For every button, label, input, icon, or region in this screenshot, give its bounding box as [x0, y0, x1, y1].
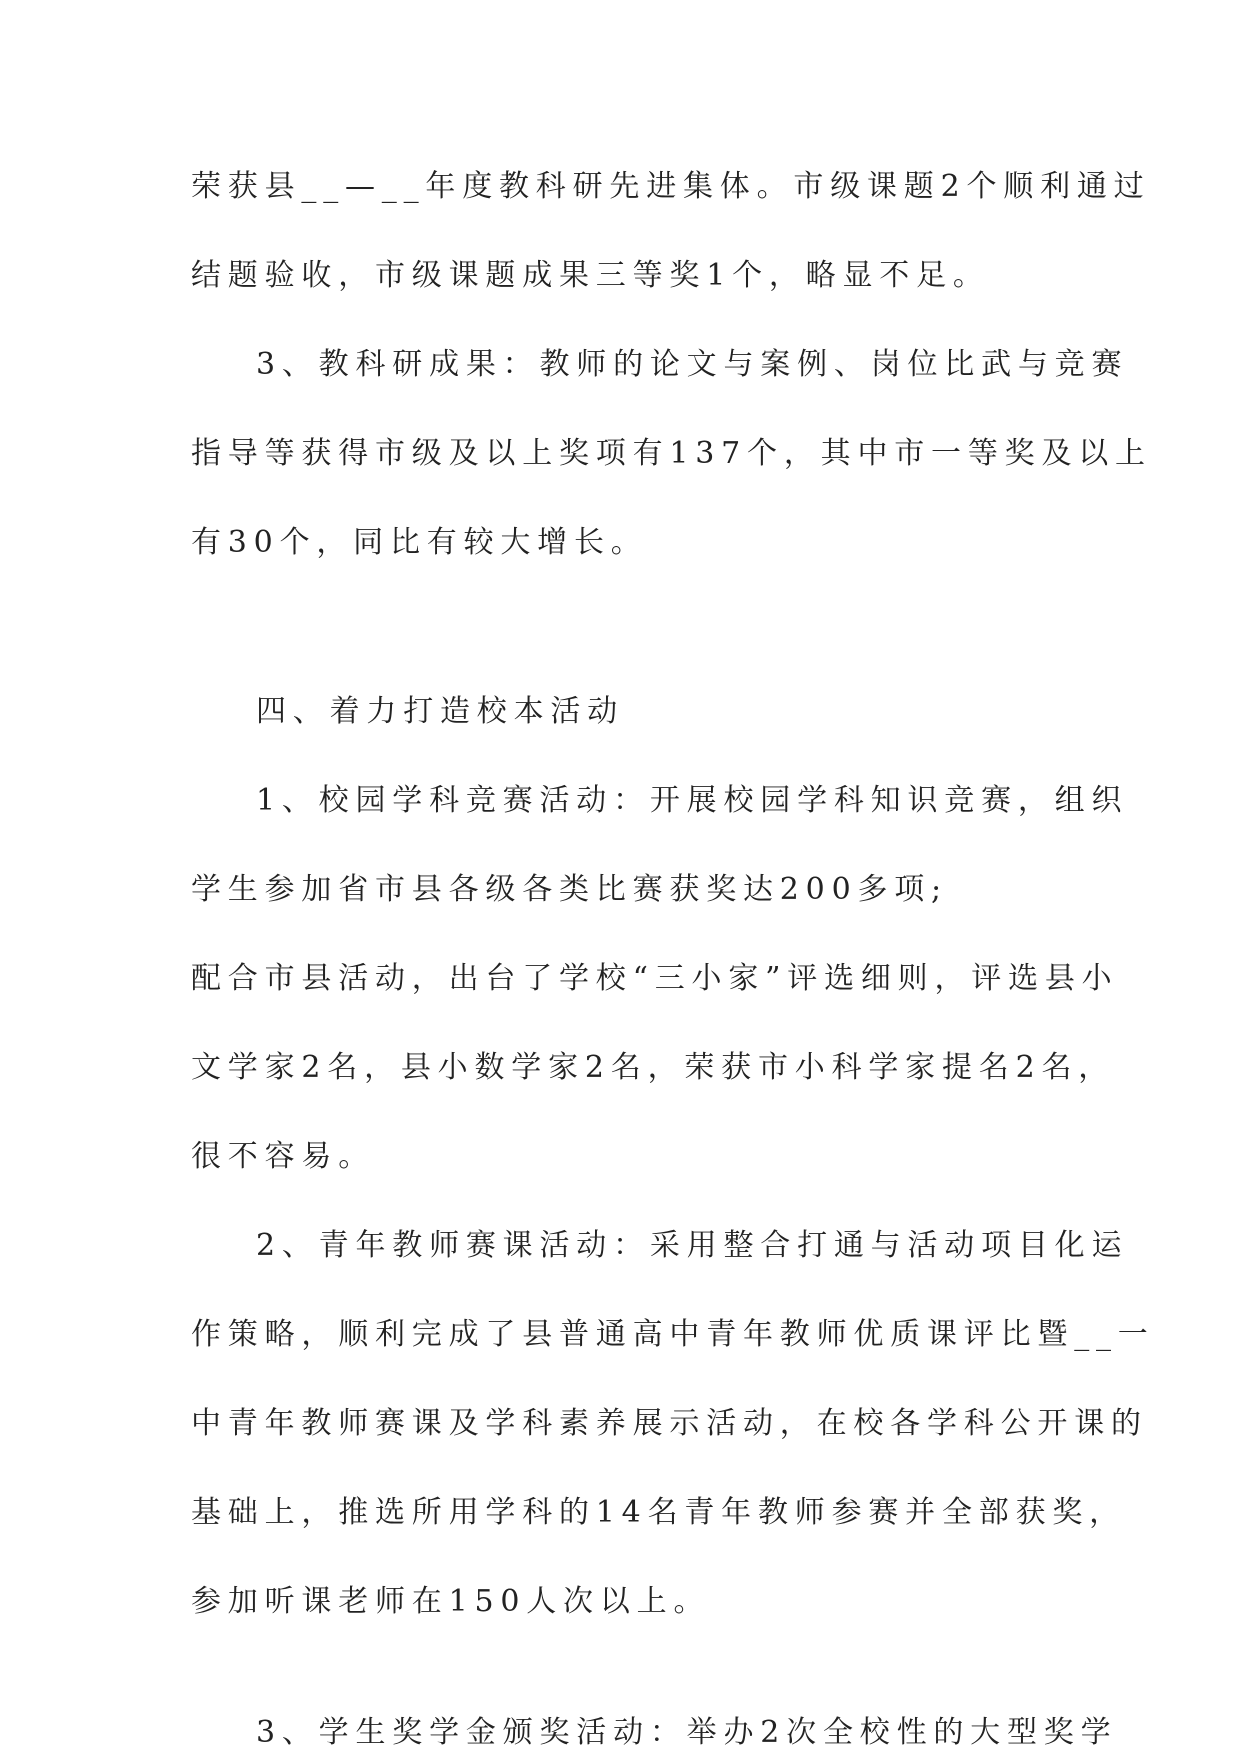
text-line: 参加听课老师在150人次以上。: [191, 1584, 711, 1619]
text-line: 3、学生奖学金颁奖活动：举办2次全校性的大型奖学: [256, 1715, 1118, 1750]
text-line: 荣获县__—__年度教科研先进集体。市级课题2个顺利通过: [191, 169, 1151, 204]
text-line: 基础上，推选所用学科的14名青年教师参赛并全部获奖，: [191, 1495, 1126, 1530]
text-line: 作策略，顺利完成了县普通高中青年教师优质课评比暨__一: [191, 1317, 1155, 1352]
text-line: 文学家2名，县小数学家2名，荣获市小科学家提名2名，: [191, 1050, 1116, 1085]
text-line: 有30个，同比有较大增长。: [191, 525, 648, 560]
text-line: 配合市县活动，出台了学校“三小家”评选细则，评选县小: [191, 961, 1119, 996]
text-line: 结题验收，市级课题成果三等奖1个，略显不足。: [191, 258, 990, 293]
text-line: 2、青年教师赛课活动：采用整合打通与活动项目化运: [256, 1228, 1129, 1263]
text-line: 很不容易。: [191, 1139, 375, 1174]
text-line: 指导等获得市级及以上奖项有137个，其中市一等奖及以上: [191, 436, 1152, 471]
text-line: 3、教科研成果：教师的论文与案例、岗位比武与竞赛: [256, 347, 1129, 382]
text-line: 中青年教师赛课及学科素养展示活动，在校各学科公开课的: [191, 1406, 1148, 1441]
section-heading: 四、着力打造校本活动: [256, 694, 624, 729]
text-line: 学生参加省市县各级各类比赛获奖达200多项;: [191, 872, 948, 907]
text-line: 1、校园学科竞赛活动：开展校园学科知识竞赛，组织: [256, 783, 1129, 818]
